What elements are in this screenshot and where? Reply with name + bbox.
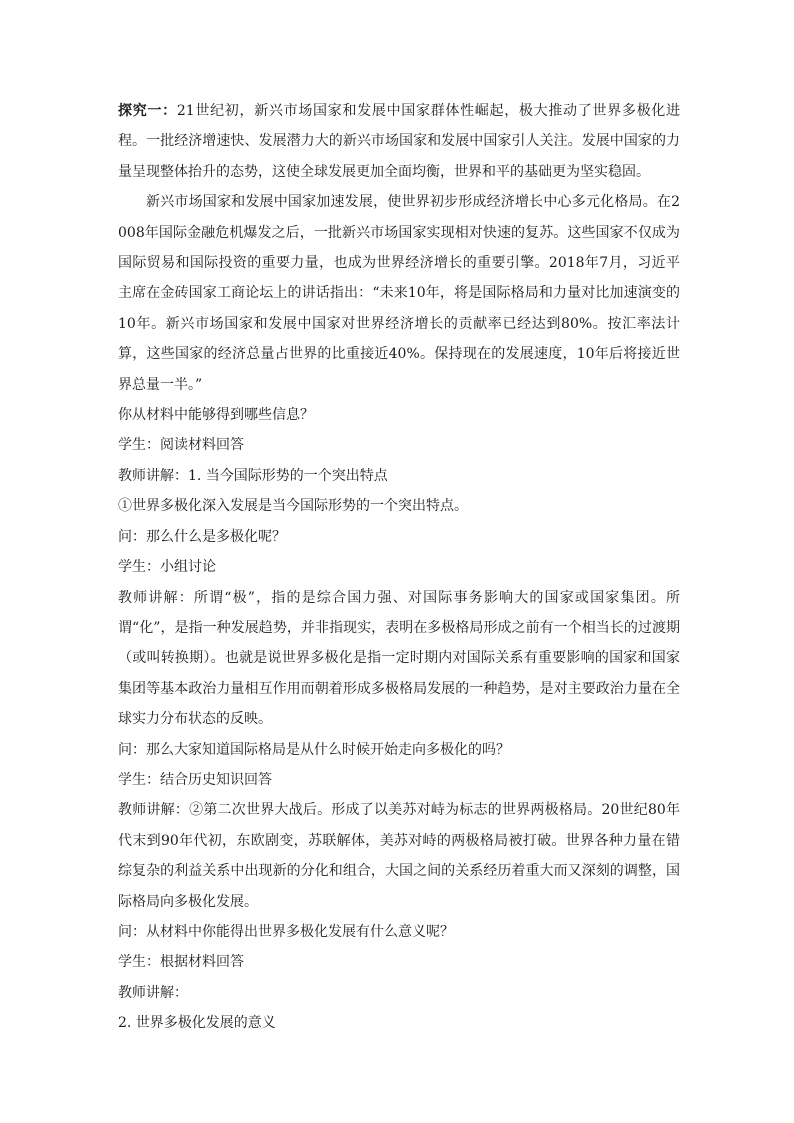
explore-label: 探究一： [118,103,177,119]
teacher-explanation-1: 教师讲解：1. 当今国际形势的一个突出特点 [118,467,388,484]
student-response-3: 学生：结合历史知识回答 [118,771,272,788]
student-response-4: 学生：根据材料回答 [118,954,244,971]
teacher-explanation-3: 教师讲解：②第二次世界大战后。形成了以美苏对峙为标志的世界两极格局。20世纪80年代末到90年代初，东欧剧变，苏联解体，美苏对峙的两极格局被打破。世界各种力量在错综复杂的利益关系中出现新的分化和组合，大国之间的关系经历着重大而又深刻的调整，国际格局向多极化发展。 [118,802,680,910]
question-when: 问：那么大家知道国际格局是从什么时候开始走向多极化的吗？ [118,741,510,758]
section-heading-2: 2. 世界多极化发展的意义 [118,1015,276,1032]
teacher-explanation-4: 教师讲解： [118,984,188,1001]
paragraph-explore-one [118,96,680,187]
question-info: 你从材料中能够得到哪些信息？ [118,407,314,424]
paragraph-material: 新兴市场国家和发展中国家加速发展，使世界初步形成经济增长中心多元化格局。在2008年国际金融危机爆发之后，一批新兴市场国家实现相对快速的复苏。这些国家不仅成为国际贸易和国际投资的重要力量，也成为世界经济增长的重要引擎。2018年7月，习近平主席在金砖国家工商论坛上的讲话指出：“未来10年，将是国际格局和力量对比加速演变的10年。新兴市场国家和发展中国家对世界经济增长的贡献率已经达到80%。按汇率法计算，这些国家的经济总量占世界的比重接近40%。保持现在的发展速度，10年后将接近世界总量一半。” [118,194,680,393]
student-response-1: 学生：阅读材料回答 [118,437,244,454]
teacher-explanation-2: 教师讲解：所谓“极”，指的是综合国力强、对国际事务影响大的国家或国家集团。所谓“化”，是指一种发展趋势，并非指现实，表明在多极格局形成之前有一个相当长的过渡期（或叫转换期）。也就是说世界多极化是指一定时期内对国际关系有重要影响的国家和国家集团等基本政治力量相互作用而朝着形成多极格局发展的一种趋势，是对主要政治力量在全球实力分布状态的反映。 [118,589,680,728]
question-multipolarity: 问：那么什么是多极化呢？ [118,528,286,545]
point-1: ①世界多极化深入发展是当今国际形势的一个突出特点。 [118,498,468,515]
student-response-2: 学生：小组讨论 [118,559,216,576]
explore-text: 21世纪初，新兴市场国家和发展中国家群体性崛起，极大推动了世界多极化进程。一批经济增速快、发展潜力大的新兴市场国家和发展中国家引人关注。发展中国家的力量呈现整体抬升的态势，这使全球发展更加全面均衡，世界和平的基础更为坚实稳固。 [118,103,681,180]
document-page [118,96,680,1039]
question-significance: 问：从材料中你能得出世界多极化发展有什么意义呢？ [118,923,454,940]
